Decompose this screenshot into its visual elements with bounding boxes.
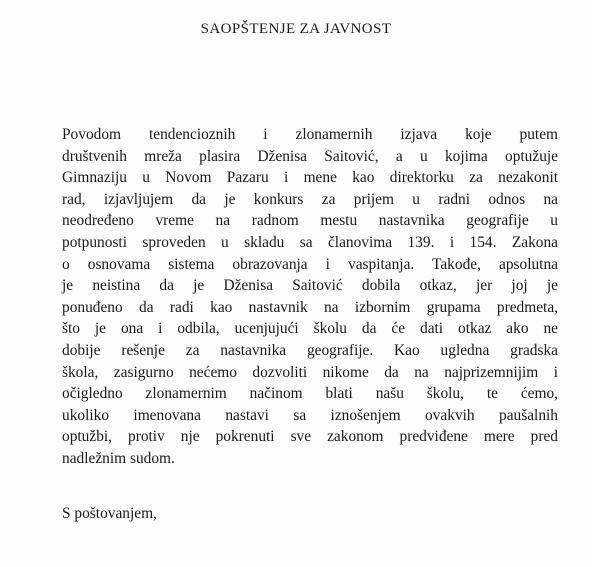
body-line: Gimnaziju u Novom Pazaru i mene kao direktorku za nezakonit xyxy=(62,169,558,187)
body-line: što je ona i odbila, ucenjujući školu da će dati otkaz ako ne xyxy=(62,320,558,338)
body-line: nadležnim sudom. xyxy=(62,449,175,467)
body-line: optužbi, protiv nje pokrenuti sve zakonom predviđene mere pred xyxy=(62,428,558,446)
body-line: je neistina da je Dženisa Saitović dobila otkaz, jer joj je xyxy=(62,277,558,295)
body-line: potpunosti sproveden u skladu sa članovima 139. i 154. Zakona xyxy=(62,233,558,251)
body-line: o osnovama sistema obrazovanja i vaspitanja. Takođe, apsolutna xyxy=(62,255,558,273)
document-body xyxy=(62,124,558,470)
body-line: škola, zasigurno nećemo dozvoliti nikome da na najprizemnijim i xyxy=(62,363,558,381)
body-line: društvenih mreža plasira Dženisa Saitović, a u kojima optužuje xyxy=(62,147,558,165)
document-title: SAOPŠTENJE ZA JAVNOST xyxy=(200,21,392,37)
body-line: rad, izjavljujem da je konkurs za prijem u radni odnos na xyxy=(62,190,558,208)
body-line: ukoliko imenovana nastavi sa iznošenjem ovakvih paušalnih xyxy=(62,406,558,424)
closing-salutation: S poštovanjem, xyxy=(62,505,157,522)
body-line: Povodom tendencioznih i zlonamernih izjava koje putem xyxy=(62,126,558,143)
body-line: očigledno zlonamernim načinom blati našu školu, te ćemo, xyxy=(62,385,558,403)
body-line: ponuđeno da radi kao nastavnik na izbornim grupama predmeta, xyxy=(62,298,558,316)
body-line: neodređeno vreme na radnom mestu nastavnika geografije u xyxy=(62,212,558,230)
body-line: dobije rešenje za nastavnika geografije. Kao ugledna gradska xyxy=(62,341,558,359)
